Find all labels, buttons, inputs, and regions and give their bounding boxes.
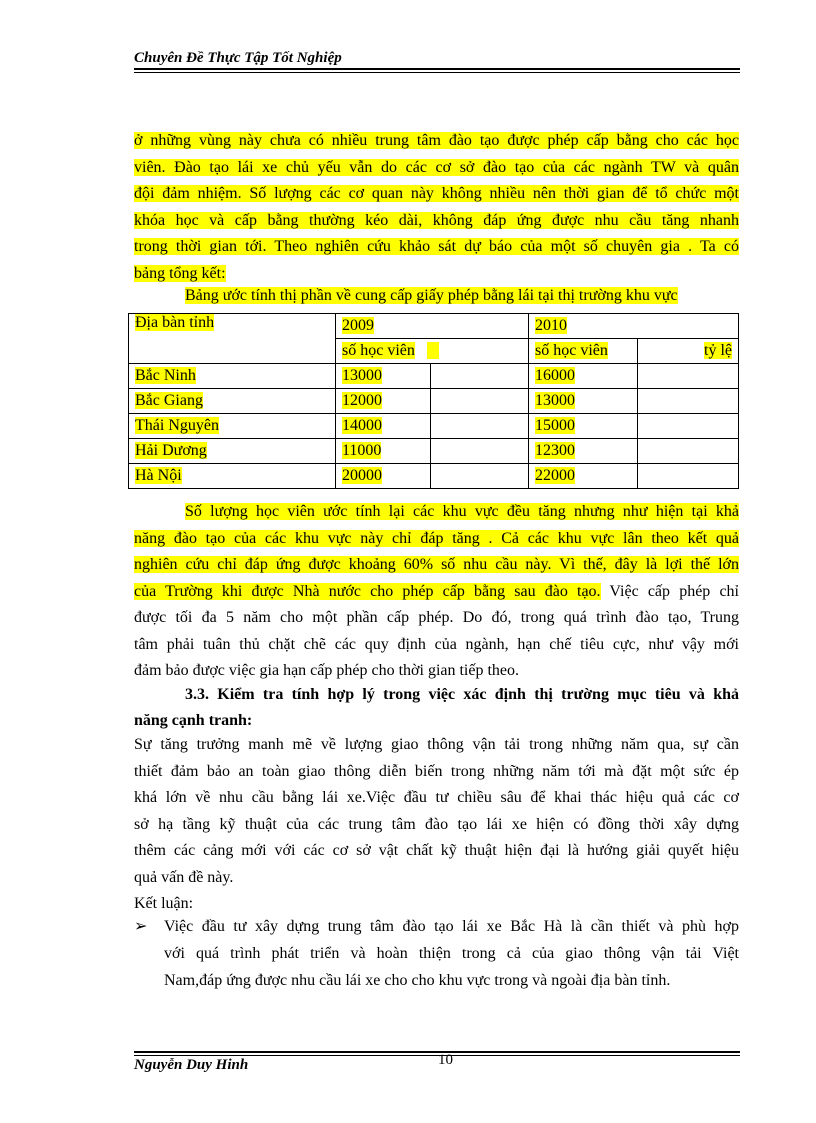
text-line: sở hạ tầng kỹ thuật của các trung tâm đào tạo lái xe hiện có đồng thời xây dựng bbox=[134, 815, 739, 833]
header-year-2009: 2009 bbox=[336, 314, 529, 339]
header-rule bbox=[134, 68, 740, 70]
table-row bbox=[129, 464, 739, 489]
cell-2010: 13000 bbox=[535, 392, 575, 409]
section-heading: 3.3. Kiểm tra tính hợp lý trong việc xác định thị trường mục tiêu và khả năng cạnh tranh: bbox=[134, 686, 739, 729]
cell-2009: 14000 bbox=[342, 417, 382, 434]
header-rule-thin bbox=[134, 72, 740, 73]
cell-2010: 12300 bbox=[535, 442, 575, 459]
paragraph-intro bbox=[134, 128, 739, 287]
text-line: thêm các cảng mới với các cơ sở vật chất kỹ thuật hiện đại là hướng giải quyết hiệu bbox=[134, 842, 739, 859]
table-row bbox=[129, 414, 739, 439]
paragraph-analysis bbox=[134, 499, 739, 685]
header-year-2010: 2010 bbox=[529, 314, 739, 339]
cell-region: Hà Nội bbox=[135, 467, 182, 484]
text-line: tâm phải tuân thủ chặt chẽ các quy định của ngành, hạn chế tiêu cực, như vậy mới bbox=[134, 635, 739, 653]
text-line: đảm bảo được việc gia hạn cấp phép cho thời gian tiếp theo. bbox=[134, 662, 520, 679]
conclusion-label: Kết luận: bbox=[134, 895, 194, 912]
cell-2009: 20000 bbox=[342, 467, 382, 484]
cell-2010: 22000 bbox=[535, 467, 575, 484]
cell-region: Bắc Ninh bbox=[135, 367, 196, 384]
cell-region: Thái Nguyên bbox=[135, 417, 219, 434]
table-header-row bbox=[129, 314, 739, 339]
table-row bbox=[129, 389, 739, 414]
cell-region: Hải Dương bbox=[135, 442, 207, 459]
subheader-students-2009: số học viên bbox=[336, 339, 529, 364]
footer-rule-thin bbox=[134, 1055, 740, 1056]
text-line: thiết đảm bảo an toàn giao thông diễn biến trong những năm tới mà đặt một sức ép bbox=[134, 762, 739, 780]
subheader-students-2010: số học viên bbox=[529, 339, 638, 364]
conclusion-bullet bbox=[134, 913, 739, 994]
cell-2010: 15000 bbox=[535, 417, 575, 434]
table-row bbox=[129, 439, 739, 464]
text-line: đội đảm nhiệm. Số lượng các cơ quan này không nhiều nên thời gian để tổ chức một bbox=[134, 185, 739, 202]
text-line: viên. Đào tạo lái xe chủ yếu vẫn do các cơ sở đào tạo của các ngành TW và quân bbox=[134, 158, 739, 176]
paragraph-growth bbox=[134, 732, 739, 918]
footer-author: Nguyễn Duy Hinh bbox=[134, 1057, 249, 1073]
text-line: quả vấn đề này. bbox=[134, 868, 234, 886]
text-line: nghiên cứu chỉ đáp ứng được khoảng 60% số nhu cầu này. Vì thế, đây là lợi thế lớn bbox=[134, 556, 739, 573]
cell-2010: 16000 bbox=[535, 367, 575, 384]
text-line-rest: Việc cấp phép chỉ bbox=[600, 582, 740, 600]
table-row bbox=[129, 364, 739, 389]
text-line: Sự tăng trưởng manh mẽ về lượng giao thông vận tải trong những năm qua, sự cần bbox=[134, 736, 739, 753]
cell-2009: 12000 bbox=[342, 392, 382, 409]
arrow-bullet-icon: ➢ bbox=[134, 918, 148, 935]
cell-2009: 11000 bbox=[342, 442, 382, 459]
cell-2009: 13000 bbox=[342, 367, 382, 384]
text-line: với quá trình phát triển và hoàn thiện trong cả của giao thông vận tải Việt bbox=[164, 945, 739, 962]
cell-region: Bắc Giang bbox=[135, 392, 203, 409]
text-line: Nam,đáp ứng được nhu cầu lái xe cho cho khu vực trong và ngoài địa bàn tỉnh. bbox=[164, 972, 671, 989]
text-line: Số lượng học viên ước tính lại các khu vực đều tăng nhưng như hiện tại khả bbox=[185, 503, 739, 520]
text-line: bảng tổng kết: bbox=[134, 264, 226, 282]
text-line-highlight: của Trường khi được Nhà nước cho phép cấp bằng sau đào tạo. bbox=[134, 582, 601, 600]
header-region: Địa bàn tỉnh bbox=[129, 314, 336, 364]
table-caption: Bảng ước tính thị phần về cung cấp giấy phép bằng lái tại thị trường khu vực bbox=[185, 287, 678, 304]
text-line: năng đào tạo của các khu vực này chỉ đáp tăng . Cả các khu vực lân theo kết quả bbox=[134, 529, 739, 547]
footer-rule bbox=[134, 1051, 740, 1053]
text-line: khóa học và cấp bằng thường kéo dài, không đáp ứng được nhu cầu tăng nhanh bbox=[134, 211, 739, 229]
subheader-ratio: tỷ lệ bbox=[638, 339, 739, 364]
text-line: ở những vùng này chưa có nhiều trung tâm đào tạo được phép cấp bằng cho các học bbox=[134, 132, 739, 149]
market-share-table bbox=[128, 313, 739, 489]
text-line: trong thời gian tới. Theo nghiên cứu khảo sát dự báo của một số chuyên gia . Ta có bbox=[134, 238, 739, 255]
document-header-title: Chuyên Đề Thực Tập Tốt Nghiệp bbox=[134, 50, 342, 66]
page-number: 10 bbox=[438, 1052, 453, 1068]
text-line: được tối đa 5 năm cho một phần cấp phép. Do đó, trong quá trình đào tạo, Trung bbox=[134, 609, 739, 626]
text-line: Việc đầu tư xây dựng trung tâm đào tạo lái xe Bắc Hà là cần thiết và phù hợp bbox=[164, 918, 739, 935]
text-line: khá lớn về nhu cầu bằng lái xe.Việc đầu tư chiều sâu để khai thác hiệu quả các cơ bbox=[134, 789, 739, 806]
